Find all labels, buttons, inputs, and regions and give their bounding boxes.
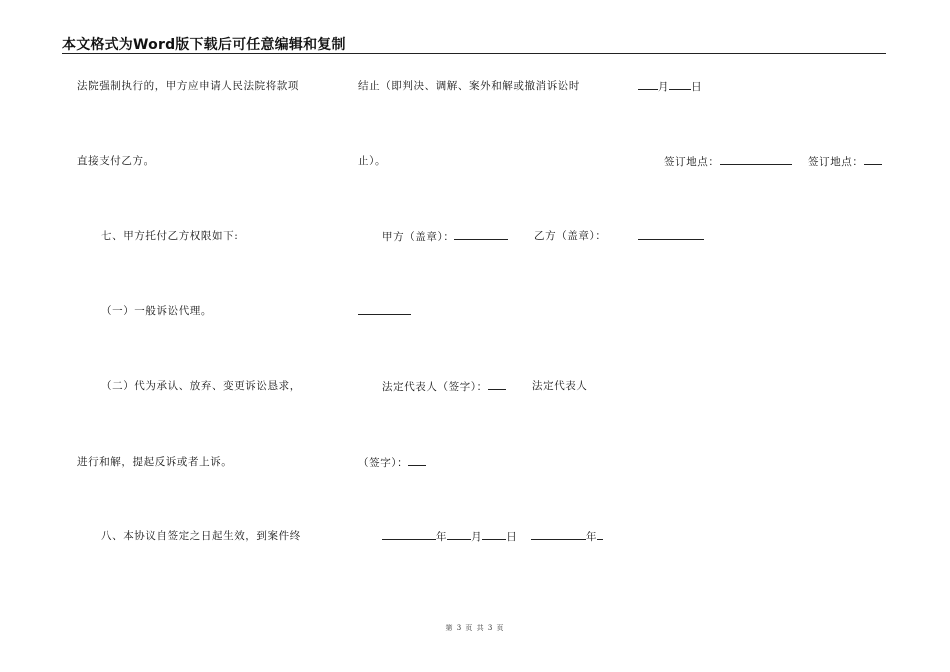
document-header-title: 本文格式为Word版下载后可任意编辑和复制 bbox=[62, 37, 346, 53]
party-b-seal-blank bbox=[638, 229, 704, 240]
date-row-2 bbox=[531, 529, 603, 544]
month-blank bbox=[447, 529, 471, 540]
year-blank bbox=[382, 529, 436, 540]
left-line-6: 进行和解，提起反诉或者上诉。 bbox=[77, 456, 233, 468]
sign-place-b-row bbox=[808, 154, 882, 169]
right-day-blank bbox=[669, 79, 691, 90]
left-line-2: 直接支付乙方。 bbox=[77, 155, 155, 167]
seal-continuation-row bbox=[358, 304, 411, 319]
party-b-seal-row bbox=[638, 229, 704, 244]
left-line-4: （一）一般诉讼代理。 bbox=[101, 305, 212, 317]
signature-label: （签字）： bbox=[358, 457, 409, 469]
year2-tail-blank bbox=[597, 529, 603, 540]
sign-place-b-label: 签订地点： bbox=[808, 156, 864, 168]
signature-blank bbox=[408, 455, 426, 466]
day-label: 日 bbox=[506, 531, 518, 543]
right-month-blank bbox=[638, 79, 658, 90]
header-divider bbox=[62, 53, 886, 54]
party-b-seal-label: 乙方（盖章）： bbox=[534, 230, 607, 242]
year2-blank bbox=[531, 529, 586, 540]
left-line-5: （二）代为承认、放弃、变更诉讼恳求， bbox=[101, 380, 301, 392]
right-month-label: 月 bbox=[658, 81, 670, 93]
page-footer: 第 3 页 共 3 页 bbox=[445, 624, 505, 632]
year-label: 年 bbox=[436, 531, 448, 543]
day-blank bbox=[482, 529, 506, 540]
party-a-seal-blank bbox=[454, 229, 508, 240]
seal-continuation-blank bbox=[358, 304, 411, 315]
legal-rep-row bbox=[382, 379, 506, 394]
middle-line-1: 结止（即判决、调解、案外和解或撤消诉讼时 bbox=[358, 80, 580, 92]
legal-rep-blank bbox=[488, 379, 506, 390]
middle-line-2: 止）。 bbox=[358, 155, 387, 167]
right-date-row bbox=[638, 79, 702, 94]
right-day-label: 日 bbox=[691, 81, 703, 93]
legal-rep-label: 法定代表人（签字）： bbox=[382, 381, 488, 393]
legal-rep-b-label: 法定代表人 bbox=[532, 380, 588, 392]
left-line-3: 七、甲方托付乙方权限如下: bbox=[101, 230, 239, 242]
party-a-seal-row bbox=[382, 229, 508, 244]
sign-place-b-blank bbox=[864, 154, 882, 165]
year2-label: 年 bbox=[586, 531, 598, 543]
sign-place-a-label: 签订地点： bbox=[664, 156, 720, 168]
left-line-7: 八、本协议自签定之日起生效，到案件终 bbox=[101, 530, 301, 542]
signature-row bbox=[358, 455, 426, 470]
date-row bbox=[382, 529, 517, 544]
sign-place-a-blank bbox=[720, 154, 792, 165]
left-line-1: 法院强制执行的，甲方应申请人民法院将款项 bbox=[77, 80, 299, 92]
party-a-seal-label: 甲方（盖章）： bbox=[382, 231, 455, 243]
sign-place-a-row bbox=[664, 154, 792, 169]
month-label: 月 bbox=[471, 531, 483, 543]
